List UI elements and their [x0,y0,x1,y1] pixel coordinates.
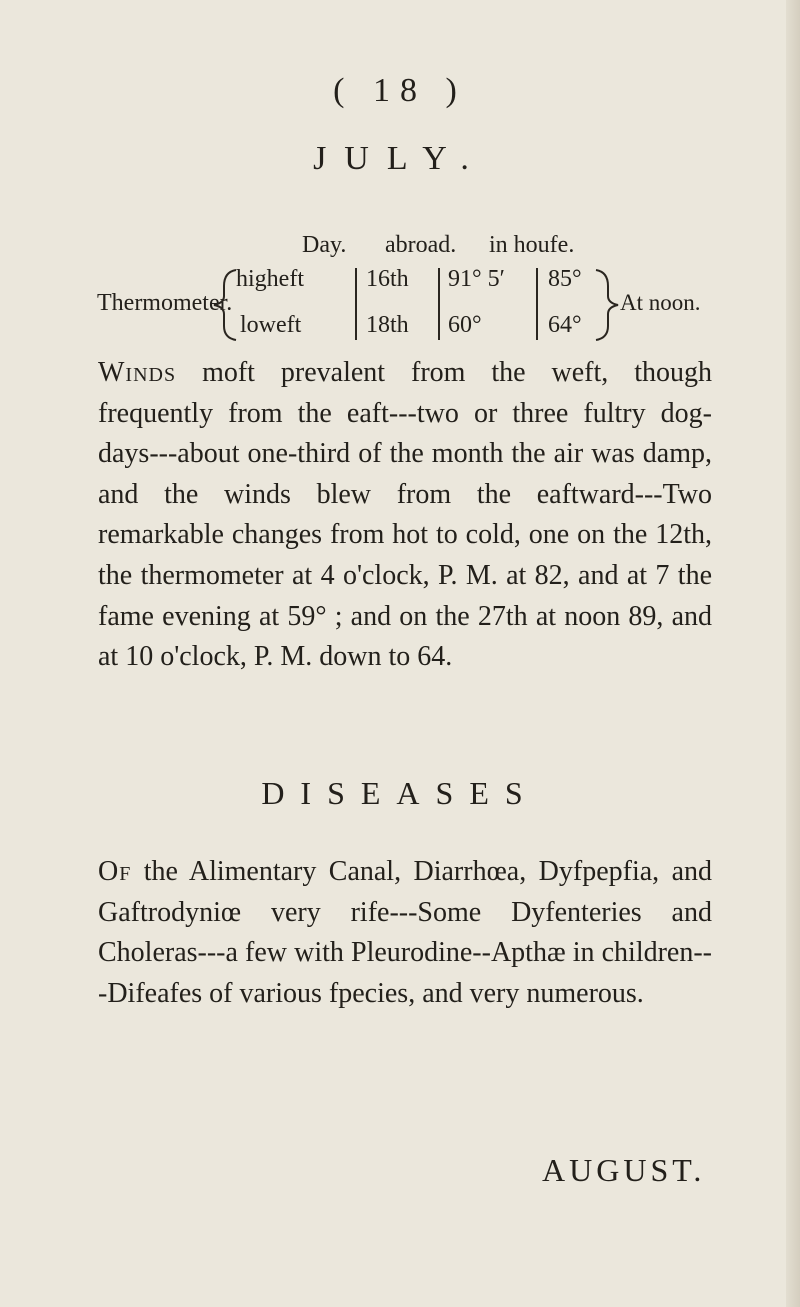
column-header-abroad: abroad. [385,232,457,258]
column-divider [536,268,538,340]
column-header-house: in houfe. [489,232,575,258]
thermometer-label: Thermometer. [97,290,233,316]
winds-paragraph [98,353,712,678]
catchword: AUGUST. [542,1152,706,1188]
column-divider [355,268,357,340]
diseases-text: the Alimentary Canal, Diarrhœa, Dyfpepfia, and Gaftrodyniœ very rife---Some Dyfenteries and Choleras---a few with Pleurodine--Apthæ in children---Difeafes of various fpecies, and very numerous. [98,856,712,1009]
month-heading: JULY. [313,140,487,177]
thermometer-table [0,0,800,338]
diseases-heading: DISEASES [261,775,539,811]
left-brace [214,270,236,340]
highest-day-cell: 16th [366,266,409,292]
at-noon-note: At noon. [620,290,701,315]
diseases-paragraph [98,852,712,1014]
lowest-house-cell: 64° [548,312,582,338]
diseases-lead: Of [98,856,132,887]
lowest-abroad-cell: 60° [448,312,482,338]
winds-lead: Winds [98,357,177,388]
page-number: ( 18 ) [333,72,467,109]
lowest-day-cell: 18th [366,312,409,338]
row-lowest-label: loweft [240,312,302,338]
row-highest-label: higheft [236,266,304,292]
right-brace [596,270,618,340]
winds-text: moft prevalent from the weft, though frequently from the eaft---two or three fultry dog-days---about one-third of the month the air was damp, and the winds blew from the eaftward---Two remarkable changes from hot to cold, one on the 12th, the thermometer at 4 o'clock, P. M. at 82, and at 7 the fame evening at 59° ; and on the 27th at noon 89, and at 10 o'clock, P. M. down to 64. [98,357,713,673]
highest-house-cell: 85° [548,266,582,292]
highest-abroad-cell: 91° 5′ [448,266,505,292]
column-header-day: Day. [302,232,347,258]
column-divider [438,268,440,340]
